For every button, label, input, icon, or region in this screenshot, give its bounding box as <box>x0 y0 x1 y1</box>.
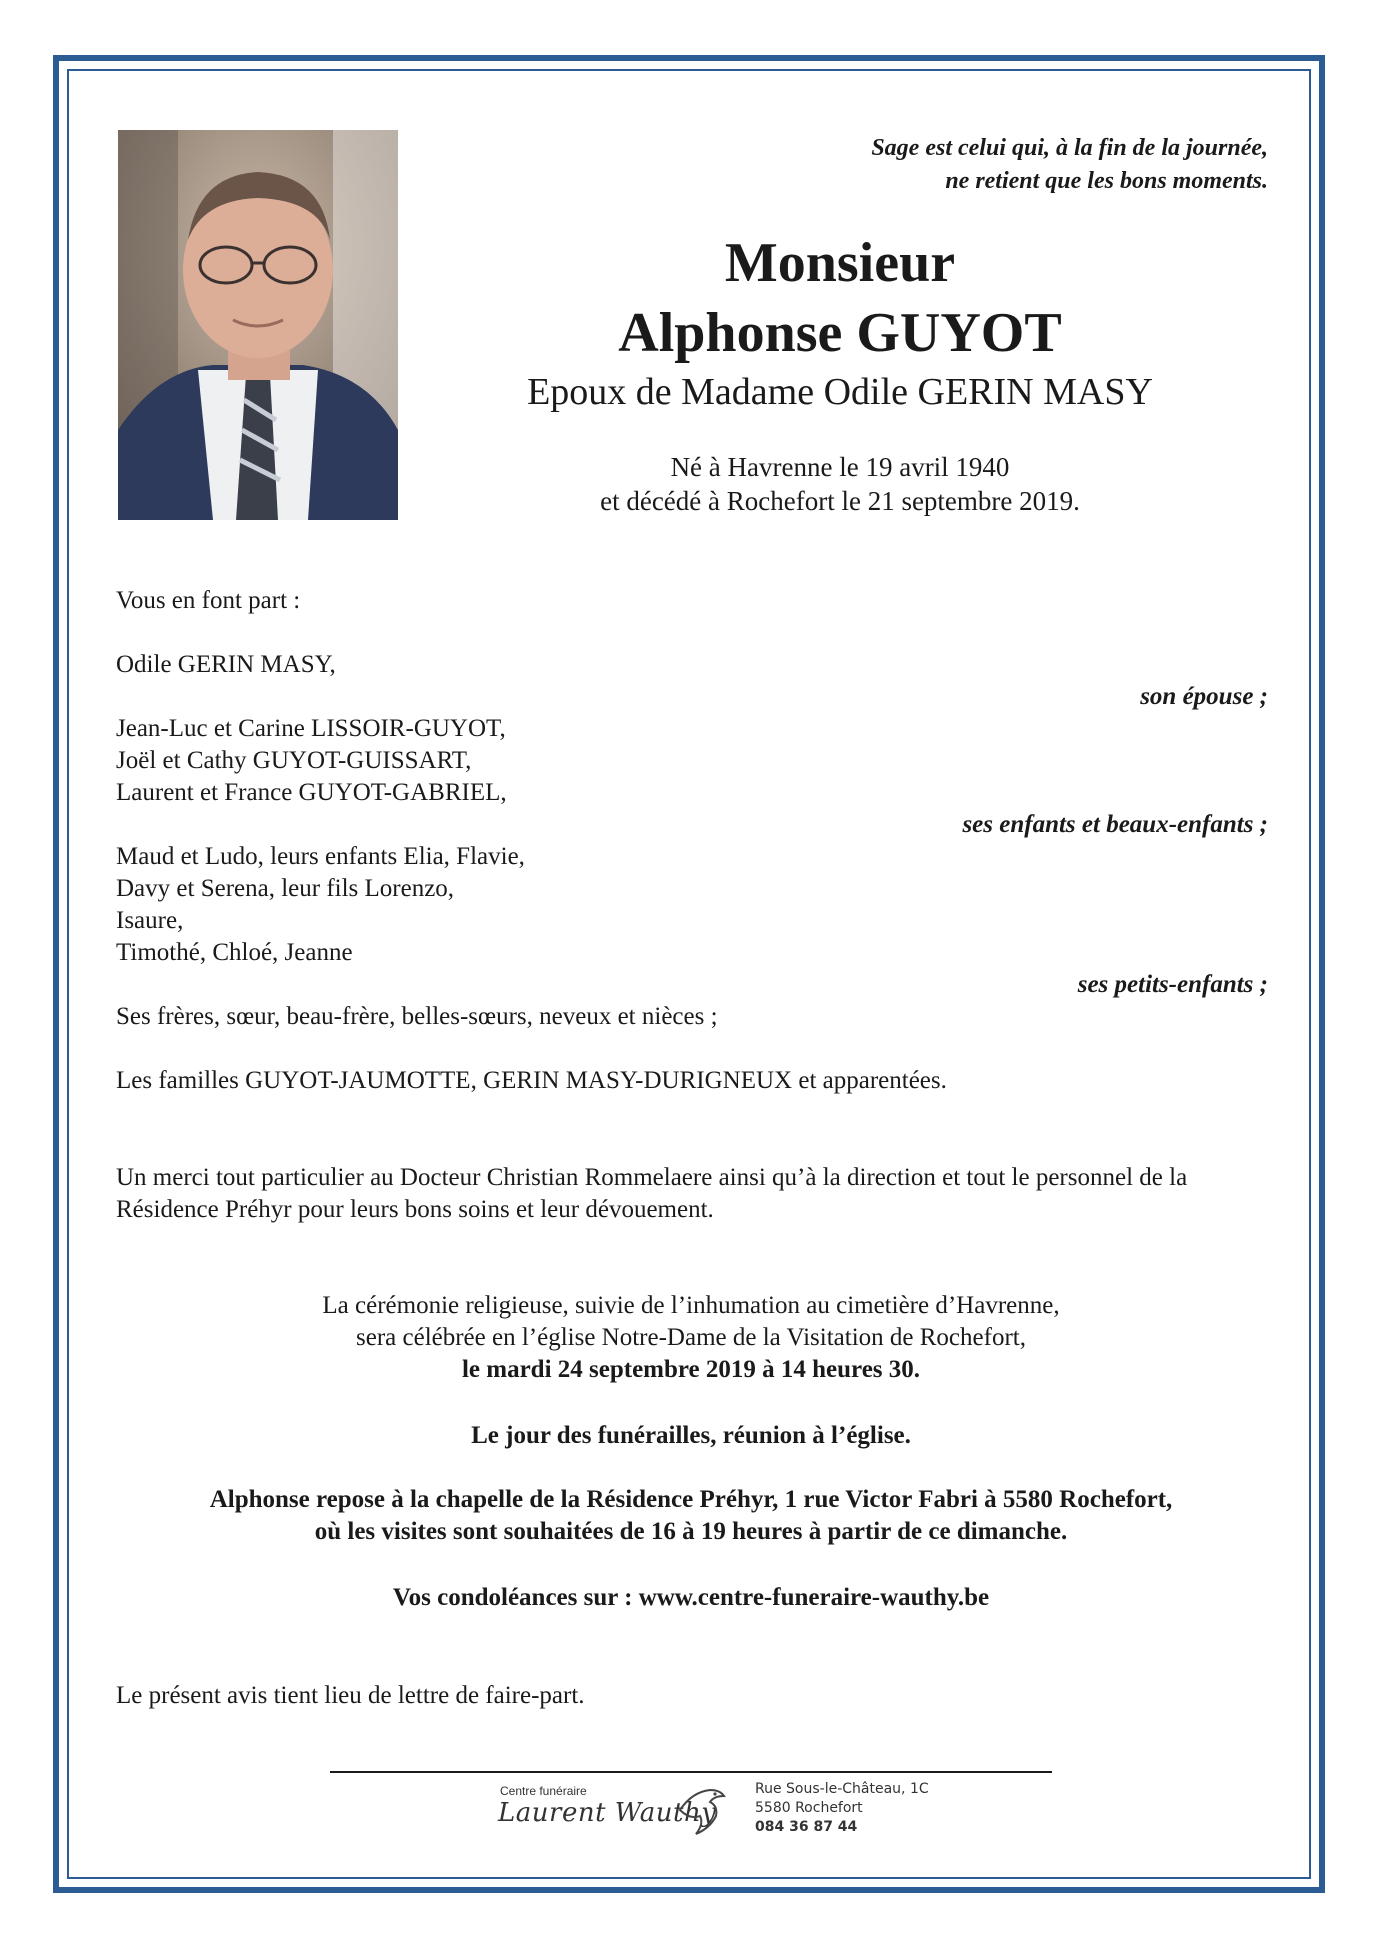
portrait-illustration <box>118 130 398 520</box>
meeting-line: Le jour des funérailles, réunion à l’église. <box>471 1422 911 1449</box>
logo-caption: Centre funéraire <box>500 1784 587 1798</box>
death-line: et décédé à Rochefort le 21 septembre 2019. <box>600 486 1080 516</box>
birth-line: Né à Havrenne le 19 avril 1940 <box>670 452 1010 482</box>
quote-line-2: ne retient que les bons moments. <box>945 168 1268 194</box>
rest-line-2: où les visites sont souhaitées de 16 à 19 heures à partir de ce dimanche. <box>314 1518 1068 1545</box>
portrait-photo <box>118 130 398 520</box>
condolences-line[interactable]: Vos condoléances sur : www.centre-funeraire-wauthy.be <box>392 1584 990 1611</box>
address-street: Rue Sous-le-Château, 1C <box>755 1781 929 1797</box>
spouse-line: Epoux de Madame Odile GERIN MASY <box>527 371 1153 413</box>
title-name: Alphonse GUYOT <box>618 302 1062 364</box>
child-line: Joël et Cathy GUYOT-GUISSART, <box>116 747 472 774</box>
logo-wordmark: Laurent Wauthy <box>498 1798 717 1828</box>
phone-number: 084 36 87 44 <box>755 1819 858 1835</box>
ceremony-line-2: sera célébrée en l’église Notre-Dame de la Visitation de Rochefort, <box>356 1324 1026 1351</box>
siblings-line: Ses frères, sœur, beau-frère, belles-sœurs, neveux et nièces ; <box>116 1003 718 1030</box>
child-line: Jean-Luc et Carine LISSOIR-GUYOT, <box>116 715 506 742</box>
ceremony-datetime: le mardi 24 septembre 2019 à 14 heures 30. <box>461 1356 921 1383</box>
families-line: Les familles GUYOT-JAUMOTTE, GERIN MASY-DURIGNEUX et apparentées. <box>116 1067 947 1094</box>
children-relation: ses enfants et beaux-enfants ; <box>962 811 1268 838</box>
spouse-relation: son épouse ; <box>1140 683 1268 710</box>
grandchildren-relation: ses petits-enfants ; <box>1077 971 1268 998</box>
rest-line-1: Alphonse repose à la chapelle de la Résidence Préhyr, 1 rue Victor Fabri à 5580 Rochefort, <box>209 1486 1173 1513</box>
thanks-paragraph: Un merci tout particulier au Docteur Christian Rommelaere ainsi qu’à la direction et tout le personnel de la Résidence Préhyr pour leurs bons soins et leur dévouement. <box>116 1164 1188 1223</box>
child-line: Laurent et France GUYOT-GABRIEL, <box>116 779 507 806</box>
family-intro: Vous en font part : <box>116 587 301 614</box>
dove-logo-icon <box>670 1780 730 1840</box>
footer-rule <box>330 1771 1052 1773</box>
grandchild-line: Maud et Ludo, leurs enfants Elia, Flavie, <box>116 843 525 870</box>
grandchild-line: Isaure, <box>116 907 184 934</box>
ceremony-line-1: La cérémonie religieuse, suivie de l’inhumation au cimetière d’Havrenne, <box>322 1292 1060 1319</box>
spouse-name: Odile GERIN MASY, <box>116 651 336 678</box>
quote-line-1: Sage est celui qui, à la fin de la journée, <box>871 135 1268 161</box>
title-honorific: Monsieur <box>724 232 956 294</box>
grandchild-line: Davy et Serena, leur fils Lorenzo, <box>116 875 455 902</box>
address-city: 5580 Rochefort <box>755 1800 863 1816</box>
epigraph-quote <box>568 132 1268 198</box>
grandchild-line: Timothé, Chloé, Jeanne <box>116 939 353 966</box>
closing-line: Le présent avis tient lieu de lettre de faire-part. <box>116 1682 585 1709</box>
